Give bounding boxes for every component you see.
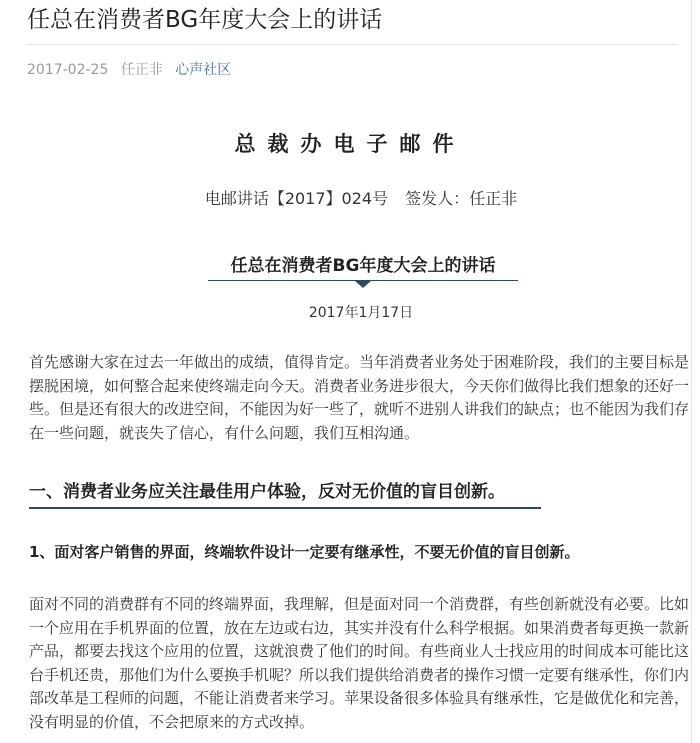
article-meta	[27, 60, 239, 80]
sub-heading: 1、面对客户销售的界面，终端软件设计一定要有继承性，不要无价值的盲目创新。	[29, 543, 580, 561]
memo-reference	[0, 187, 700, 211]
publish-date: 2017-02-25	[27, 62, 109, 78]
body-paragraph: 面对不同的消费群有不同的终端界面，我理解，但是面对同一个消费群，有些创新就没有必要。比如一个应用在手机界面的位置，放在左边或右边，其实并没有什么科学根据。如果消费者每更换一款新产品，都要去找这个应用的位置，这就浪费了他们的时间。有些商业人士找应用的时间成本可能比这台手机还贵，那他们为什么要换手机呢？所以我们提供给消费者的操作习惯一定要有继承性，你们内部改革是工程师的问题，不能让消费者来学习。苹果设备很多体验具有继承性，它是做优化和完善，没有明显的价值，不会把原来的方式改掉。	[29, 595, 690, 731]
title-divider	[27, 44, 677, 45]
section-heading: 一、消费者业务应关注最佳用户体验，反对无价值的盲目创新。	[29, 482, 505, 502]
speech-title: 任总在消费者BG年度大会上的讲话	[230, 256, 496, 276]
memo-ref-number: 电邮讲话【2017】024号	[204, 189, 389, 208]
section-heading-underline	[29, 507, 541, 509]
source-link[interactable]: 心声社区	[175, 62, 232, 78]
speech-date: 2017年1月17日	[308, 305, 414, 321]
author-name: 任正非	[120, 62, 163, 78]
intro-paragraph: 首先感谢大家在过去一年做出的成绩，值得肯定。当年消费者业务处于困难阶段，我们的主要目标是摆脱困境，如何整合起来使终端走向今天。消费者业务进步很大，今天你们做得比我们想象的还好一些。但是还有很大的改进空间，不能因为好一些了，就听不进别人讲我们的缺点；也不能因为我们存在一些问题，就丧失了信心，有什么问题，我们互相沟通。	[29, 353, 690, 442]
memo-heading: 总裁办电子邮件	[234, 132, 466, 156]
article-title: 任总在消费者BG年度大会上的讲话	[27, 7, 383, 33]
speech-title-pointer	[355, 281, 371, 288]
memo-signer: 签发人：任正非	[405, 189, 518, 208]
page-border-right	[691, 0, 692, 743]
